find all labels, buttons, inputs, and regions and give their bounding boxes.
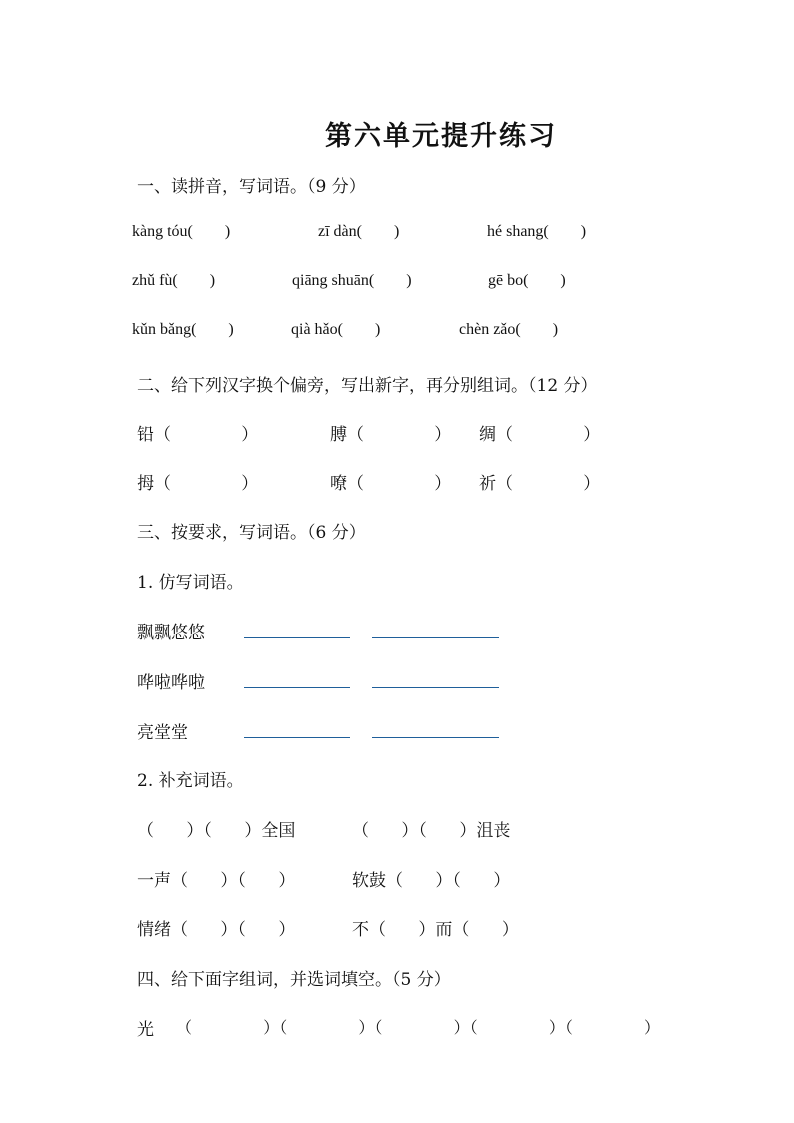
radical-item: 铅（ ）	[137, 425, 259, 445]
page-title: 第六单元提升练习	[325, 121, 557, 152]
pinyin-item: kàng tóu( )	[132, 223, 231, 240]
model-word: 哗啦哗啦	[137, 673, 205, 693]
fill-item: （ ）（ ）全国	[137, 821, 296, 841]
answer-line[interactable]	[244, 637, 350, 638]
fill-item: （ ）（ ）沮丧	[352, 821, 511, 841]
fill-item: 一声（ ）（ ）	[137, 871, 296, 891]
answer-line[interactable]	[372, 637, 499, 638]
model-word: 飘飘悠悠	[137, 623, 205, 643]
radical-item: 膊（ ）	[330, 425, 452, 445]
fill-item: 情绪（ ）（ ）	[137, 920, 296, 940]
section2-heading: 二、给下列汉字换个偏旁，写出新字，再分别组词。（12 分）	[137, 376, 598, 396]
radical-item: 拇（ ）	[137, 474, 259, 494]
answer-line[interactable]	[244, 737, 350, 738]
word-char: 光	[137, 1020, 154, 1040]
pinyin-item: qià hǎo( )	[291, 321, 381, 338]
section1-heading: 一、读拼音，写词语。（9 分）	[137, 177, 366, 197]
model-word: 亮堂堂	[137, 723, 188, 743]
subquestion-2: 2. 补充词语。	[137, 771, 244, 791]
answer-line[interactable]	[244, 687, 350, 688]
answer-line[interactable]	[372, 737, 499, 738]
pinyin-item: qiāng shuān( )	[292, 272, 412, 289]
radical-item: 绸（ ）	[479, 425, 601, 445]
pinyin-item: zī dàn( )	[318, 223, 400, 240]
pinyin-item: kǔn bǎng( )	[132, 321, 234, 338]
pinyin-item: chèn zǎo( )	[459, 321, 559, 338]
pinyin-item: gē bo( )	[488, 272, 566, 289]
section4-heading: 四、给下面字组词，并选词填空。（5 分）	[137, 970, 451, 990]
radical-item: 嘹（ ）	[330, 474, 452, 494]
pinyin-item: hé shang( )	[487, 223, 587, 240]
word-blanks: （ ）（ ）（ ）（ ）（ ）	[176, 1018, 661, 1037]
pinyin-item: zhǔ fù( )	[132, 272, 216, 289]
fill-item: 软鼓（ ）（ ）	[352, 871, 511, 891]
radical-item: 祈（ ）	[479, 474, 601, 494]
subquestion-1: 1. 仿写词语。	[137, 573, 244, 593]
fill-item: 不（ ）而（ ）	[352, 920, 519, 940]
section3-heading: 三、按要求，写词语。（6 分）	[137, 523, 366, 543]
answer-line[interactable]	[372, 687, 499, 688]
